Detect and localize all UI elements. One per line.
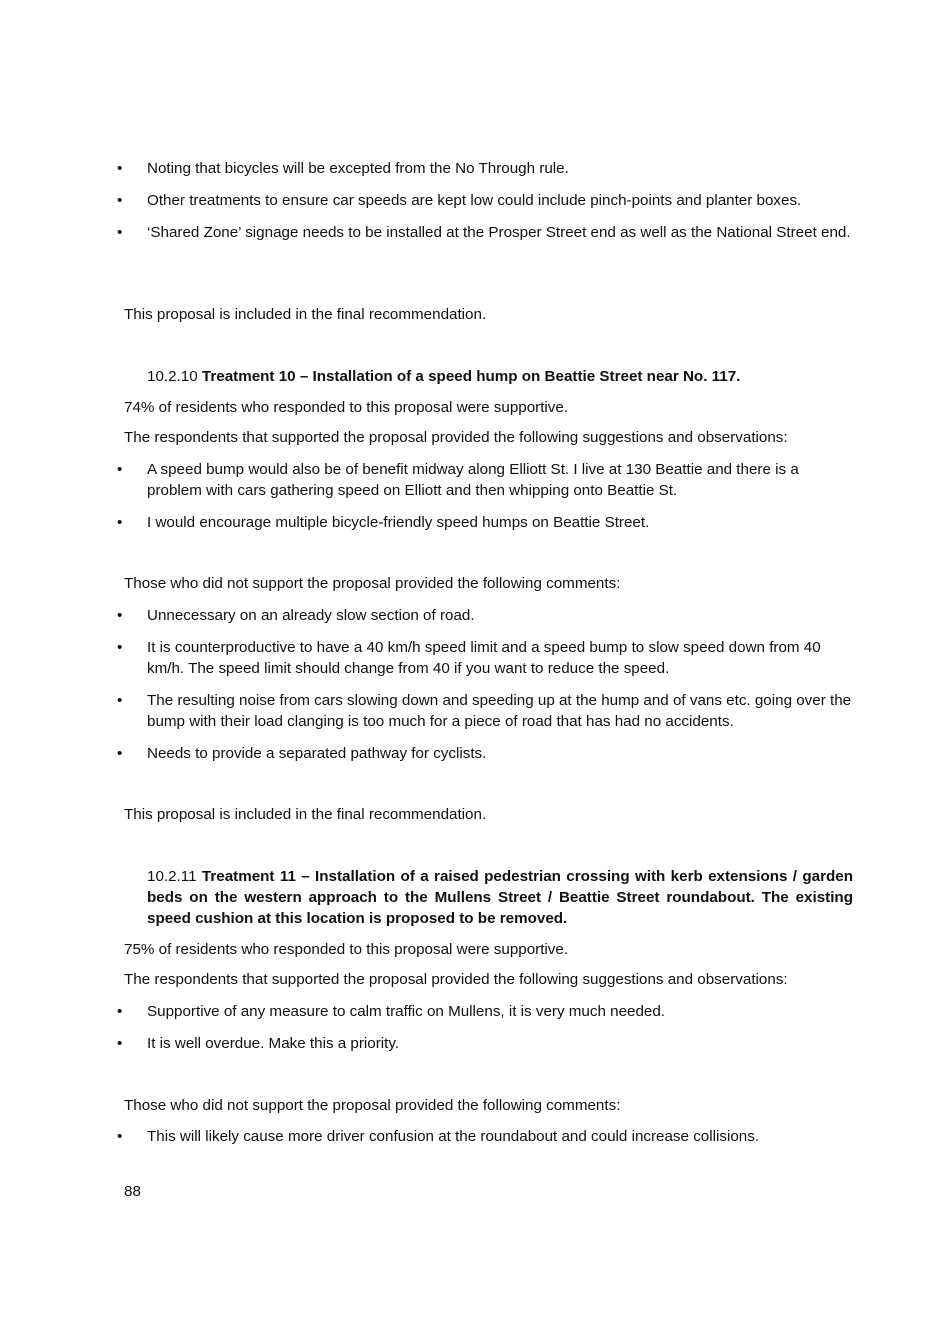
list-item-text: ‘Shared Zone’ signage needs to be installed at the Prosper Street end as well as the National Street end.	[147, 224, 851, 241]
bullet-icon: •	[117, 1003, 123, 1020]
bullet-icon: •	[117, 192, 123, 209]
section-title: Treatment 10 – Installation of a speed hump on Beattie Street near No. 117.	[201, 368, 741, 385]
list-item-text: The resulting noise from cars slowing down and speeding up at the hump and of vans etc. going over the bump with their load clanging is too much for a piece of road that has had no accidents.	[147, 692, 852, 730]
bullet-icon: •	[117, 745, 123, 762]
section-heading-treatment-11	[147, 866, 853, 929]
against-intro: Those who did not support the proposal provided the following comments:	[124, 575, 621, 592]
against-intro: Those who did not support the proposal provided the following comments:	[124, 1097, 621, 1114]
recommendation-note: This proposal is included in the final recommendation.	[124, 806, 487, 823]
bullet-icon: •	[117, 160, 123, 177]
list-item-text: It is counterproductive to have a 40 km/h speed limit and a speed bump to slow speed down from 40 km/h. The speed limit should change from 40 if you want to reduce the speed.	[147, 639, 821, 677]
list-item-text: Other treatments to ensure car speeds are kept low could include pinch-points and planter boxes.	[147, 192, 802, 209]
page-number: 88	[124, 1183, 141, 1200]
section-title: Treatment 11 – Installation of a raised pedestrian crossing with kerb extensions / garden beds on the western approach to the Mullens Street / Beattie Street roundabout. The existing speed cushion at this location is proposed to be removed.	[147, 868, 854, 927]
section-number: 10.2.10	[147, 368, 202, 385]
bullet-icon: •	[117, 1035, 123, 1052]
bullet-icon: •	[117, 1128, 123, 1145]
bullet-icon: •	[117, 461, 123, 478]
section-heading-treatment-10	[147, 366, 853, 387]
support-percentage: 74% of residents who responded to this proposal were supportive.	[124, 399, 569, 416]
list-item-text: Unnecessary on an already slow section of road.	[147, 607, 475, 624]
list-item-text: Supportive of any measure to calm traffic on Mullens, it is very much needed.	[147, 1003, 666, 1020]
list-item-text: A speed bump would also be of benefit midway along Elliott St. I live at 130 Beattie and there is a problem with cars gathering speed on Elliott and then whipping onto Beattie St.	[147, 461, 799, 499]
bullet-icon: •	[117, 224, 123, 241]
supported-intro: The respondents that supported the proposal provided the following suggestions and observations:	[124, 429, 788, 446]
list-item-text: I would encourage multiple bicycle-friendly speed humps on Beattie Street.	[147, 514, 650, 531]
list-item-text: This will likely cause more driver confusion at the roundabout and could increase collisions.	[147, 1128, 760, 1145]
bullet-icon: •	[117, 514, 123, 531]
support-percentage: 75% of residents who responded to this proposal were supportive.	[124, 941, 569, 958]
bullet-icon: •	[117, 639, 123, 656]
section-number: 10.2.11	[147, 868, 202, 885]
bullet-icon: •	[117, 692, 123, 709]
list-item-text: Needs to provide a separated pathway for cyclists.	[147, 745, 487, 762]
list-item-text: Noting that bicycles will be excepted from the No Through rule.	[147, 160, 569, 177]
recommendation-note: This proposal is included in the final recommendation.	[124, 306, 487, 323]
supported-intro: The respondents that supported the proposal provided the following suggestions and observations:	[124, 971, 788, 988]
list-item-text: It is well overdue. Make this a priority.	[147, 1035, 400, 1052]
bullet-icon: •	[117, 607, 123, 624]
